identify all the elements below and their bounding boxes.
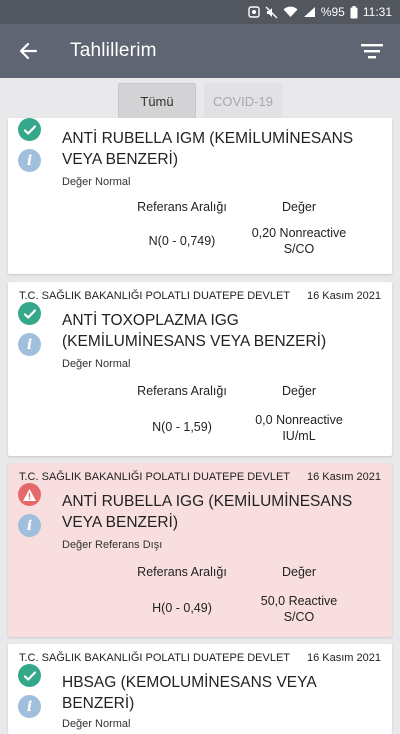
reference-header: Referans Aralığı [137,200,227,214]
check-circle-icon [18,118,41,141]
reference-range: N(0 - 1,59) [152,420,212,434]
result-value: 0,0 Nonreactive IU/mL [255,413,343,443]
wifi-icon [283,6,298,18]
mute-icon [265,6,278,19]
result-value: 0,20 Nonreactive S/CO [251,226,347,256]
result-status: Değer Normal [62,718,131,730]
signal-icon [303,6,316,18]
hospital-name: T.C. SAĞLIK BAKANLIĞI POLATLI DUATEPE DEVLET [19,471,291,483]
back-button[interactable] [0,24,56,78]
notification-icon [248,6,260,18]
result-card[interactable] [8,644,392,734]
result-date: 16 Kasım 2021 [307,290,381,302]
hospital-name: T.C. SAĞLIK BAKANLIĞI POLATLI DUATEPE DEVLET [19,290,291,302]
result-card[interactable] [8,282,392,456]
info-icon[interactable]: i [18,333,41,356]
tab-covid19[interactable]: COVID-19 [204,83,282,119]
clock: 11:31 [362,5,392,19]
results-list[interactable] [0,124,400,730]
warning-icon [18,483,41,506]
filter-menu-button[interactable] [344,24,400,78]
value-header: Değer [281,384,317,398]
hospital-name: T.C. SAĞLIK BAKANLIĞI POLATLI DUATEPE DEVLET [19,652,291,664]
battery-percent: %95 [320,5,345,19]
test-name: ANTİ RUBELLA IGM (KEMİLUMİNESANS VEYA BENZERİ) [62,130,354,168]
test-name: ANTİ RUBELLA IGG (KEMİLUMİNESANS VEYA BENZERİ) [62,493,353,531]
result-date: 16 Kasım 2021 [307,471,381,483]
filter-lines-icon [360,41,384,61]
app-bar [0,24,400,78]
result-value: 50,0 Reactive S/CO [260,594,338,624]
result-status: Değer Referans Dışı [62,539,163,551]
info-icon[interactable]: i [18,695,41,718]
check-circle-icon [18,664,41,687]
reference-range: N(0 - 0,749) [148,234,216,248]
result-status: Değer Normal [62,176,131,188]
status-bar [0,0,400,24]
value-header: Değer [281,565,317,579]
result-card-abnormal[interactable] [8,463,392,637]
reference-header: Referans Aralığı [137,384,227,398]
check-circle-icon [18,302,41,325]
page-title: Tahlillerim [70,40,157,61]
result-status: Değer Normal [62,358,131,370]
reference-header: Referans Aralığı [137,565,227,579]
result-card[interactable] [8,118,392,274]
arrow-left-icon [18,41,38,61]
battery-icon [350,6,358,19]
test-name: ANTİ TOXOPLAZMA IGG (KEMİLUMİNESANS VEYA BENZERİ) [62,312,327,350]
info-icon[interactable]: i [18,514,41,537]
info-icon[interactable]: i [18,149,41,172]
reference-range: H(0 - 0,49) [152,601,212,615]
tab-all[interactable]: Tümü [118,83,196,119]
value-header: Değer [281,200,317,214]
test-name: HBSAG (KEMOLUMİNESANS VEYA BENZERİ) [62,674,316,712]
result-date: 16 Kasım 2021 [307,652,381,664]
